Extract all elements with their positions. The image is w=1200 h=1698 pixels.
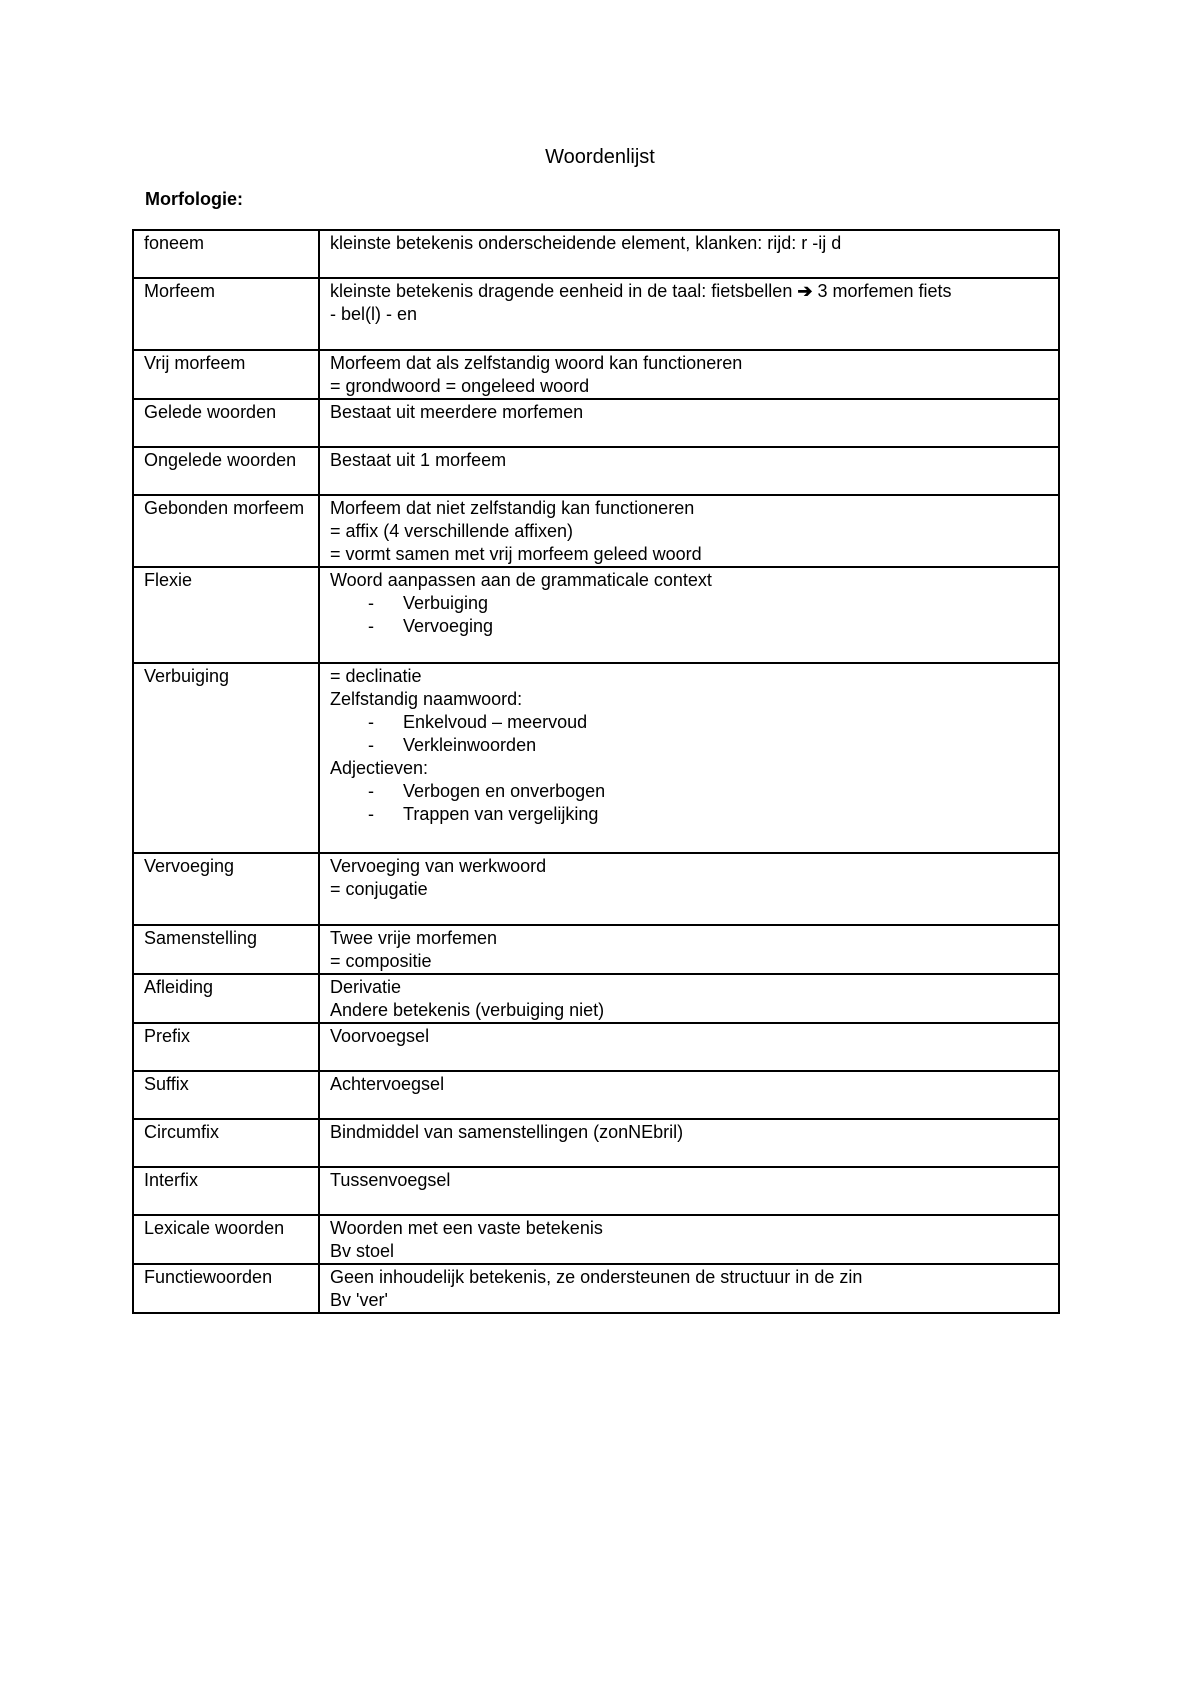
definition-text: Bv stoel — [330, 1241, 395, 1261]
bullet-text: Enkelvoud – meervoud — [403, 712, 588, 732]
definition-line — [330, 976, 1048, 999]
bullet-dash: - — [368, 712, 374, 732]
definition-line — [330, 1217, 1048, 1240]
definition-line — [330, 375, 1048, 398]
definition-text: kleinste betekenis onderscheidende element, klanken: rijd: r -ij d — [330, 233, 842, 253]
definition-line — [330, 303, 1048, 326]
definition-text: Morfeem dat niet zelfstandig kan functioneren — [330, 498, 695, 518]
definition-text: Woord aanpassen aan de grammaticale context — [330, 570, 712, 590]
term-cell: Morfeem — [133, 278, 319, 350]
bullet-item — [330, 780, 1048, 803]
definition-line — [330, 569, 1048, 592]
term-cell: Samenstelling — [133, 925, 319, 974]
definition-line — [330, 757, 1048, 780]
bullet-dash: - — [368, 735, 374, 755]
term-cell: Afleiding — [133, 974, 319, 1023]
arrow-right-icon: ➔ — [797, 281, 813, 301]
definition-line — [330, 1073, 1048, 1096]
definition-text: Bv 'ver' — [330, 1290, 388, 1310]
definition-line — [330, 1289, 1048, 1312]
definition-text: Voorvoegsel — [330, 1026, 430, 1046]
table-row — [133, 974, 1059, 1023]
definition-cell — [319, 1071, 1059, 1119]
definition-text: Bindmiddel van samenstellingen (zonNEbril) — [330, 1122, 684, 1142]
definition-cell — [319, 853, 1059, 925]
definition-text-after-arrow: 3 morfemen fiets — [817, 281, 952, 301]
table-row — [133, 567, 1059, 663]
table-row — [133, 1215, 1059, 1264]
term-cell: Prefix — [133, 1023, 319, 1071]
term-cell: Gelede woorden — [133, 399, 319, 447]
table-row — [133, 350, 1059, 399]
bullet-dash: - — [368, 804, 374, 824]
term-cell: Circumfix — [133, 1119, 319, 1167]
definition-text: Achtervoegsel — [330, 1074, 445, 1094]
term-cell: foneem — [133, 230, 319, 278]
term-cell: Functiewoorden — [133, 1264, 319, 1313]
bullet-item — [330, 615, 1048, 638]
table-row — [133, 1071, 1059, 1119]
definition-line — [330, 950, 1048, 973]
term-cell: Gebonden morfeem — [133, 495, 319, 567]
definition-line — [330, 520, 1048, 543]
definition-text: Tussenvoegsel — [330, 1170, 451, 1190]
definition-line — [330, 665, 1048, 688]
definition-line — [330, 280, 1048, 303]
definition-cell — [319, 350, 1059, 399]
bullet-dash: - — [368, 781, 374, 801]
bullet-text: Trappen van vergelijking — [403, 804, 599, 824]
definition-line — [330, 1169, 1048, 1192]
term-cell: Vervoeging — [133, 853, 319, 925]
table-row — [133, 1119, 1059, 1167]
definition-line — [330, 999, 1048, 1022]
definition-cell — [319, 1119, 1059, 1167]
definition-text: = conjugatie — [330, 879, 428, 899]
definition-cell — [319, 567, 1059, 663]
glossary-table — [132, 229, 1060, 1314]
bullet-item — [330, 803, 1048, 826]
table-row — [133, 1167, 1059, 1215]
definition-cell — [319, 925, 1059, 974]
definition-text: Derivatie — [330, 977, 402, 997]
document-title: Woordenlijst — [545, 146, 655, 168]
bullet-text: Vervoeging — [403, 616, 494, 636]
definition-text: Twee vrije morfemen — [330, 928, 498, 948]
definition-cell — [319, 1264, 1059, 1313]
term-cell: Interfix — [133, 1167, 319, 1215]
definition-cell — [319, 447, 1059, 495]
definition-cell — [319, 230, 1059, 278]
definition-text: = compositie — [330, 951, 432, 971]
definition-line — [330, 1240, 1048, 1263]
definition-cell — [319, 399, 1059, 447]
definition-cell — [319, 1023, 1059, 1071]
term-cell: Verbuiging — [133, 663, 319, 853]
table-row — [133, 1264, 1059, 1313]
definition-text: = vormt samen met vrij morfeem geleed woord — [330, 544, 702, 564]
definition-text: Bestaat uit meerdere morfemen — [330, 402, 584, 422]
bullet-item — [330, 711, 1048, 734]
term-cell: Lexicale woorden — [133, 1215, 319, 1264]
table-row — [133, 447, 1059, 495]
definition-line — [330, 927, 1048, 950]
table-row — [133, 495, 1059, 567]
definition-cell — [319, 278, 1059, 350]
bullet-item — [330, 734, 1048, 757]
table-row — [133, 853, 1059, 925]
table-row — [133, 1023, 1059, 1071]
term-cell: Flexie — [133, 567, 319, 663]
definition-text: Bestaat uit 1 morfeem — [330, 450, 507, 470]
bullet-text: Verbuiging — [403, 593, 489, 613]
term-cell: Ongelede woorden — [133, 447, 319, 495]
bullet-text: Verbogen en onverbogen — [403, 781, 606, 801]
bullet-text: Verkleinwoorden — [403, 735, 537, 755]
term-cell: Suffix — [133, 1071, 319, 1119]
definition-text: = declinatie — [330, 666, 422, 686]
table-row — [133, 925, 1059, 974]
definition-line — [330, 543, 1048, 566]
definition-text: - bel(l) - en — [330, 304, 418, 324]
section-heading: Morfologie: — [145, 189, 243, 209]
definition-text: Andere betekenis (verbuiging niet) — [330, 1000, 605, 1020]
definition-line — [330, 1266, 1048, 1289]
term-cell: Vrij morfeem — [133, 350, 319, 399]
bullet-dash: - — [368, 616, 374, 636]
bullet-item — [330, 592, 1048, 615]
definition-text: kleinste betekenis dragende eenheid in de taal: fietsbellen — [330, 281, 793, 301]
definition-cell — [319, 1167, 1059, 1215]
definition-line — [330, 878, 1048, 901]
table-row — [133, 230, 1059, 278]
definition-line — [330, 1121, 1048, 1144]
definition-text: Zelfstandig naamwoord: — [330, 689, 523, 709]
definition-text: Adjectieven: — [330, 758, 429, 778]
table-row — [133, 663, 1059, 853]
definition-text: Woorden met een vaste betekenis — [330, 1218, 603, 1238]
definition-cell — [319, 1215, 1059, 1264]
definition-cell — [319, 663, 1059, 853]
definition-line — [330, 232, 1048, 255]
definition-text: Vervoeging van werkwoord — [330, 856, 547, 876]
definition-cell — [319, 974, 1059, 1023]
table-row — [133, 278, 1059, 350]
bullet-dash: - — [368, 593, 374, 613]
definition-line — [330, 688, 1048, 711]
definition-line — [330, 401, 1048, 424]
definition-cell — [319, 495, 1059, 567]
definition-line — [330, 449, 1048, 472]
glossary-body — [133, 230, 1059, 1313]
table-row — [133, 399, 1059, 447]
definition-text: = affix (4 verschillende affixen) — [330, 521, 573, 541]
definition-text: Morfeem dat als zelfstandig woord kan functioneren — [330, 353, 743, 373]
definition-text: = grondwoord = ongeleed woord — [330, 376, 590, 396]
definition-line — [330, 855, 1048, 878]
definition-line — [330, 497, 1048, 520]
definition-line — [330, 1025, 1048, 1048]
definition-text: Geen inhoudelijk betekenis, ze ondersteunen de structuur in de zin — [330, 1267, 863, 1287]
definition-line — [330, 352, 1048, 375]
